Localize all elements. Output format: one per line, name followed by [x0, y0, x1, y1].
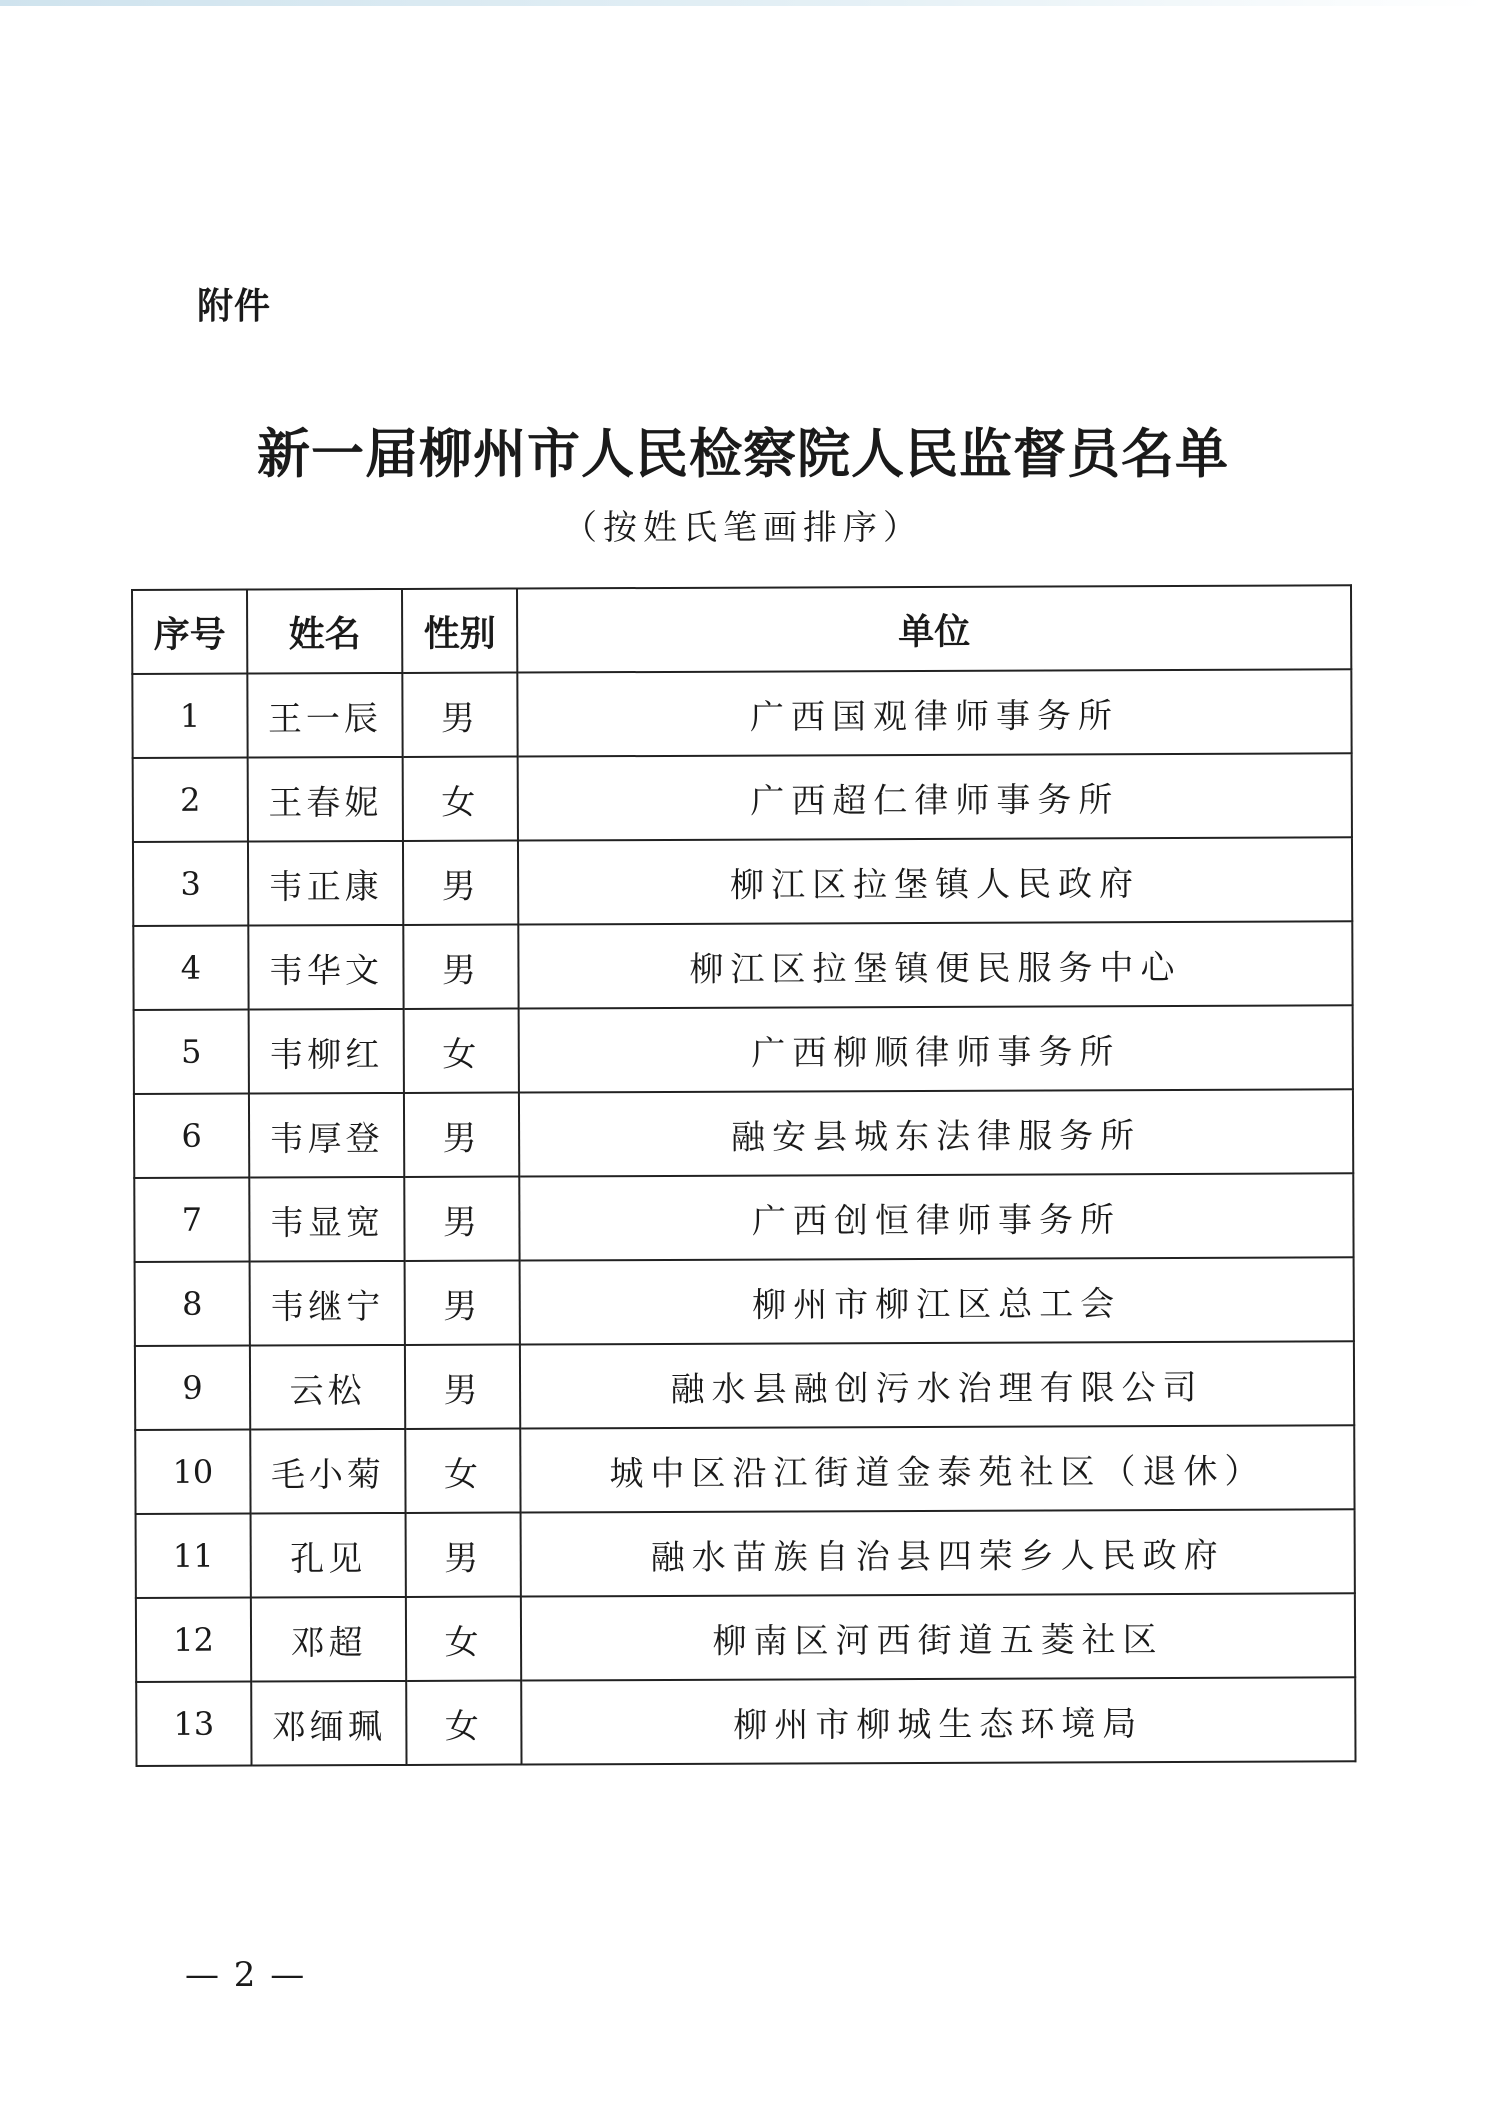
- table-row: [135, 1257, 1354, 1346]
- cell-unit: 融水县融创污水治理有限公司: [520, 1341, 1354, 1428]
- table-row: [135, 1341, 1354, 1430]
- cell-unit: 柳江区拉堡镇便民服务中心: [518, 921, 1352, 1008]
- attachment-label: 附件: [197, 286, 272, 327]
- table-row: [136, 1677, 1355, 1766]
- cell-index: 6: [134, 1094, 249, 1178]
- cell-unit: 融水苗族自治县四荣乡人民政府: [521, 1509, 1355, 1596]
- cell-gender: 男: [406, 1513, 521, 1597]
- cell-unit: 柳南区河西街道五菱社区: [521, 1593, 1355, 1680]
- cell-unit: 广西创恒律师事务所: [519, 1173, 1353, 1260]
- table-row: [134, 1089, 1353, 1178]
- table-body: [132, 669, 1355, 1766]
- cell-name: 韦厚登: [249, 1093, 404, 1178]
- table-header-row: [132, 585, 1351, 674]
- cell-gender: 女: [403, 757, 518, 841]
- cell-index: 2: [133, 758, 248, 842]
- cell-gender: 男: [405, 1261, 520, 1345]
- cell-index: 8: [135, 1262, 250, 1346]
- cell-gender: 男: [404, 1093, 519, 1177]
- cell-name: 王春妮: [248, 757, 403, 842]
- cell-unit: 柳江区拉堡镇人民政府: [518, 837, 1352, 924]
- cell-name: 韦正康: [248, 841, 403, 926]
- cell-name: 毛小菊: [250, 1429, 405, 1514]
- cell-index: 7: [134, 1178, 249, 1262]
- cell-name: 韦继宁: [250, 1261, 405, 1346]
- cell-unit: 广西超仁律师事务所: [518, 753, 1352, 840]
- cell-name: 韦柳红: [249, 1009, 404, 1094]
- cell-gender: 女: [406, 1597, 521, 1681]
- document-subtitle: （按姓氏笔画排序）: [563, 508, 923, 548]
- cell-unit: 柳州市柳江区总工会: [520, 1257, 1354, 1344]
- header-gender: 性别: [402, 589, 517, 673]
- cell-name: 孔见: [251, 1513, 406, 1598]
- cell-index: 11: [136, 1514, 251, 1598]
- cell-index: 1: [132, 674, 247, 758]
- table-row: [132, 669, 1351, 758]
- cell-name: 邓缅珮: [251, 1681, 406, 1766]
- cell-index: 10: [135, 1430, 250, 1514]
- cell-name: 云松: [250, 1345, 405, 1430]
- cell-gender: 男: [403, 925, 518, 1009]
- cell-index: 13: [136, 1682, 251, 1766]
- cell-index: 4: [133, 926, 248, 1010]
- cell-name: 王一辰: [247, 673, 402, 758]
- cell-unit: 广西柳顺律师事务所: [519, 1005, 1353, 1092]
- cell-gender: 女: [405, 1429, 520, 1513]
- cell-gender: 男: [405, 1345, 520, 1429]
- cell-index: 3: [133, 842, 248, 926]
- cell-gender: 男: [402, 673, 517, 757]
- page-number: — 2 —: [185, 1955, 307, 1995]
- table-row: [135, 1425, 1354, 1514]
- cell-unit: 融安县城东法律服务所: [519, 1089, 1353, 1176]
- cell-name: 邓超: [251, 1597, 406, 1682]
- document-title: 新一届柳州市人民检察院人民监督员名单: [257, 423, 1229, 485]
- header-unit: 单位: [517, 585, 1351, 672]
- cell-unit: 广西国观律师事务所: [517, 669, 1351, 756]
- cell-unit: 柳州市柳城生态环境局: [521, 1677, 1355, 1764]
- cell-gender: 女: [406, 1681, 521, 1765]
- cell-name: 韦显宽: [249, 1177, 404, 1262]
- cell-unit: 城中区沿江街道金泰苑社区（退休）: [520, 1425, 1354, 1512]
- header-name: 姓名: [247, 589, 402, 674]
- table-row: [133, 921, 1352, 1010]
- supervisor-roster-table: [131, 584, 1357, 1767]
- table-row: [134, 1005, 1353, 1094]
- scan-edge-tint: [0, 0, 1486, 6]
- table-row: [133, 837, 1352, 926]
- table-row: [133, 753, 1352, 842]
- cell-gender: 男: [403, 841, 518, 925]
- table-row: [136, 1593, 1355, 1682]
- table-row: [136, 1509, 1355, 1598]
- table-row: [134, 1173, 1353, 1262]
- cell-index: 12: [136, 1598, 251, 1682]
- cell-gender: 男: [404, 1177, 519, 1261]
- cell-gender: 女: [404, 1009, 519, 1093]
- cell-index: 5: [134, 1010, 249, 1094]
- cell-name: 韦华文: [248, 925, 403, 1010]
- cell-index: 9: [135, 1346, 250, 1430]
- header-index: 序号: [132, 590, 247, 674]
